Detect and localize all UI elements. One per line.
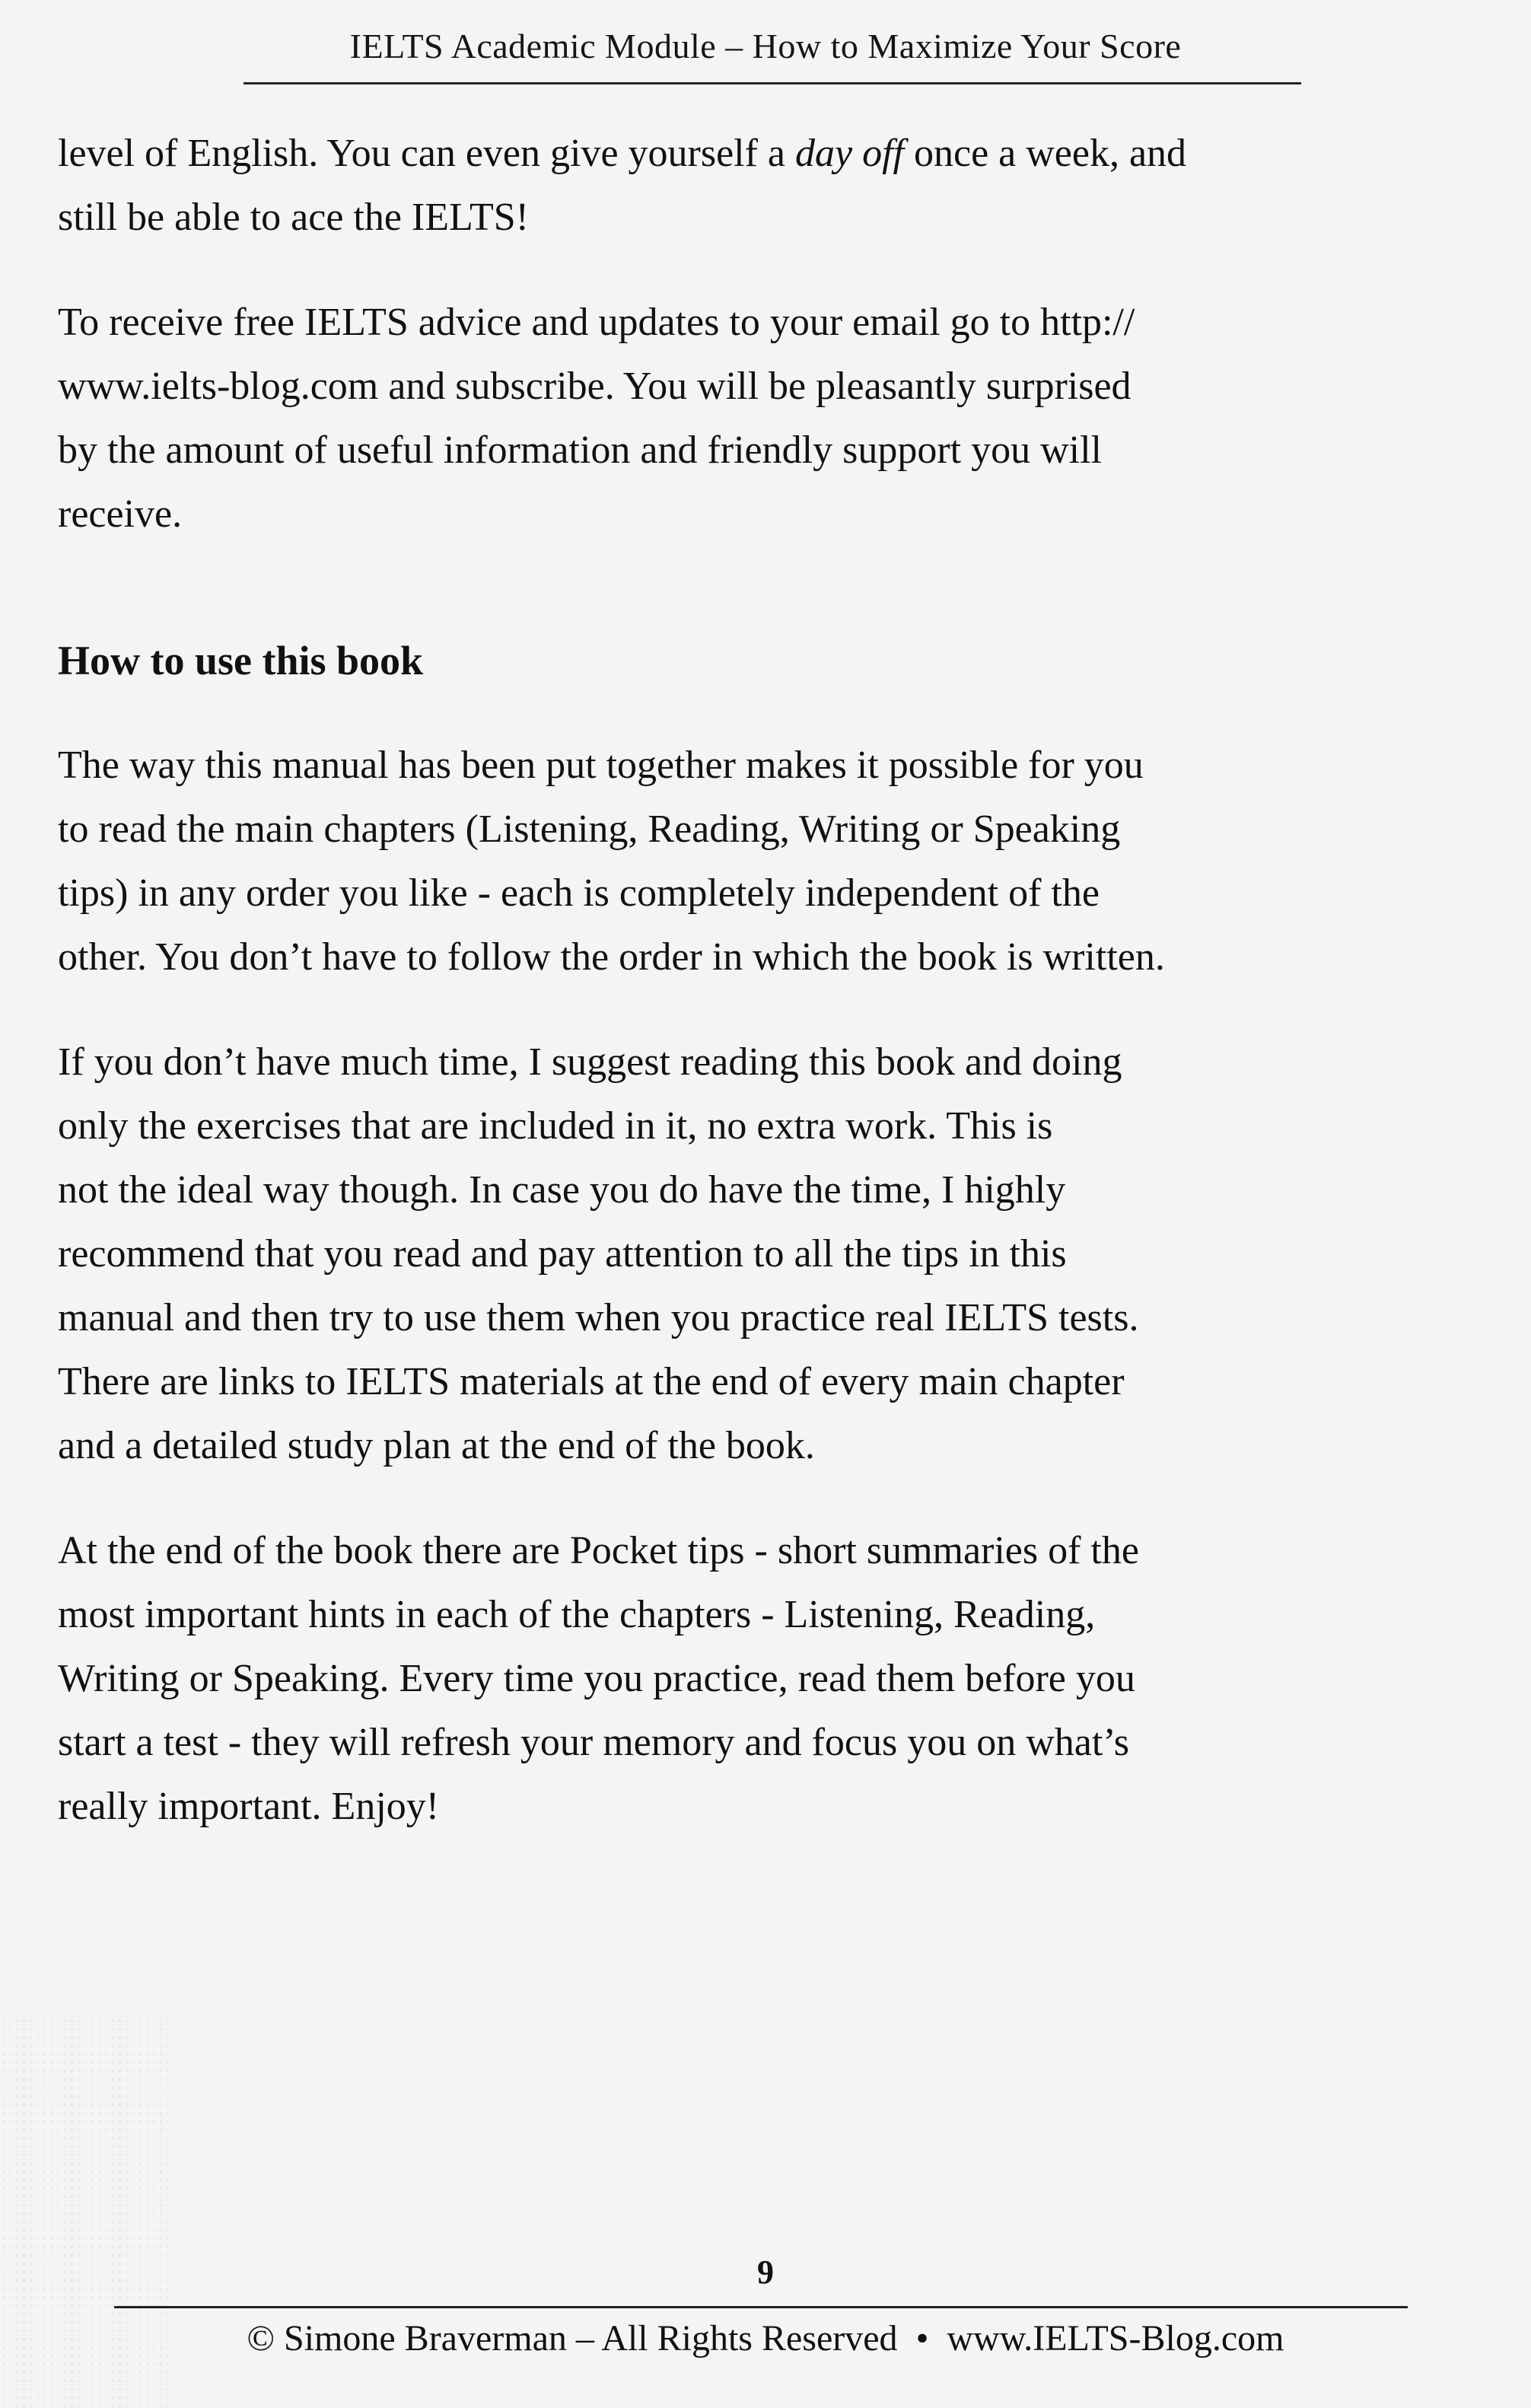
bullet-separator: • [915,2318,929,2359]
footer-rule [114,2306,1408,2308]
paragraph-line: only the exercises that are included in it, no extra work. This is [58,1104,1053,1148]
paragraph-line: to read the main chapters (Listening, Reading, Writing or Speaking [58,807,1121,851]
paragraph-line: www.ielts-blog.com and subscribe. You will be pleasantly surprised [58,365,1132,408]
paragraph-3 [58,734,1473,989]
paragraph-line: by the amount of useful information and friendly support you will [58,428,1102,472]
paragraph-5 [58,1519,1473,1839]
paragraph-line: manual and then try to use them when you practice real IELTS tests. [58,1296,1139,1339]
paragraph-line: There are links to IELTS materials at the end of every main chapter [58,1360,1125,1403]
paragraph-line: other. You don’t have to follow the order in which the book is written. [58,935,1165,979]
page-body [58,122,1473,1880]
paragraph-line: really important. Enjoy! [58,1785,440,1828]
text-run: once a week, and [904,132,1187,175]
paragraph-line: receive. [58,492,183,536]
paragraph-line: tips) in any order you like - each is completely independent of the [58,871,1100,915]
paragraph-line: To receive free IELTS advice and updates to your email go to http:// [58,301,1135,344]
page-footer [0,2317,1531,2359]
paragraph-line: not the ideal way though. In case you do have the time, I highly [58,1168,1066,1212]
paragraph-line: most important hints in each of the chapters - Listening, Reading, [58,1593,1096,1636]
running-header: IELTS Academic Module – How to Maximize Your Score [349,27,1182,65]
paragraph-4 [58,1030,1473,1478]
paragraph-line: At the end of the book there are Pocket tips - short summaries of the [58,1529,1139,1572]
footer-url: www.IELTS-Blog.com [947,2318,1284,2359]
paragraph-line: recommend that you read and pay attention to all the tips in this [58,1232,1067,1276]
copyright-text: © Simone Braverman – All Rights Reserved [247,2318,898,2359]
header-rule [243,82,1301,84]
paragraph-2 [58,291,1473,546]
paragraph-line: The way this manual has been put together makes it possible for you [58,744,1144,787]
paragraph-line: and a detailed study plan at the end of the book. [58,1424,815,1467]
italic-text: day off [795,132,904,175]
page-number: 9 [757,2254,774,2291]
paragraph-1 [58,122,1473,250]
paragraph-line: Writing or Speaking. Every time you practice, read them before you [58,1657,1135,1700]
section-heading: How to use this book [58,638,424,683]
text-run: level of English. You can even give yourself a [58,132,796,175]
paragraph-line: still be able to ace the IELTS! [58,196,529,239]
paragraph-line: If you don’t have much time, I suggest reading this book and doing [58,1040,1122,1084]
paragraph-line [58,122,1473,186]
paragraph-line: start a test - they will refresh your memory and focus you on what’s [58,1721,1129,1764]
